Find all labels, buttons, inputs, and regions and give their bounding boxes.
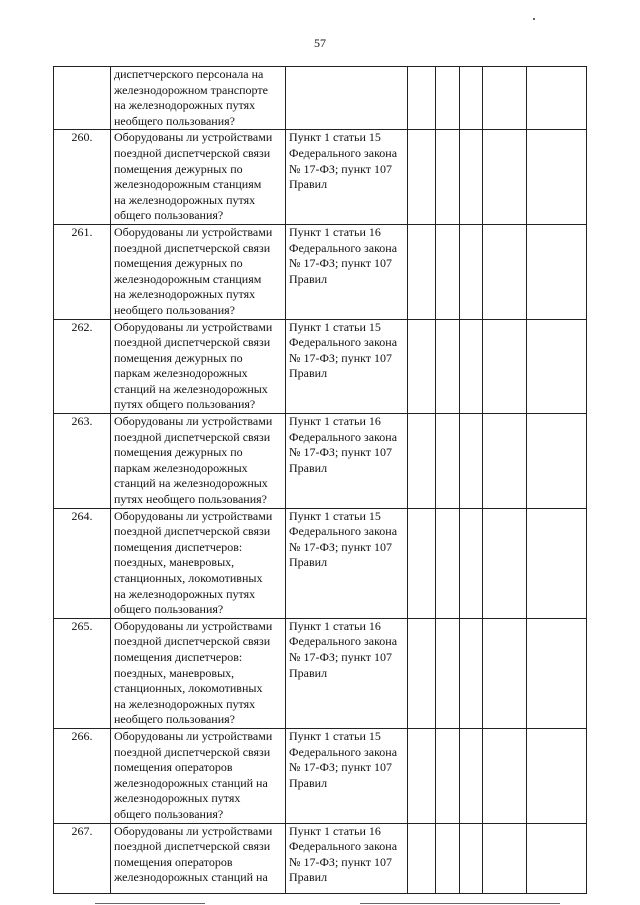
reference-line: № 17-ФЗ; пункт 107: [289, 760, 393, 775]
question-line: помещения дежурных по: [114, 445, 243, 460]
answer-cell: [483, 224, 527, 319]
question-line: поездной диспетчерской связи: [114, 145, 271, 160]
requirement-question: [111, 130, 286, 225]
row-number: 263.: [54, 414, 111, 509]
answer-cell: [483, 67, 527, 130]
row-number: 261.: [54, 224, 111, 319]
row-number: 262.: [54, 319, 111, 414]
reference-line: Пункт 1 статьи 15: [289, 728, 381, 743]
reference-line: № 17-ФЗ; пункт 107: [289, 854, 393, 869]
answer-cell: [460, 618, 483, 728]
question-line: поездной диспетчерской связи: [114, 335, 271, 350]
legal-reference: [286, 728, 408, 823]
requirement-question: [111, 823, 286, 893]
reference-line: Федерального закона: [289, 335, 398, 350]
answer-cell: [527, 414, 587, 509]
question-line: поездных, маневровых,: [114, 665, 235, 680]
reference-line: Пункт 1 статьи 15: [289, 319, 381, 334]
question-line: поездной диспетчерской связи: [114, 634, 271, 649]
reference-line: Федерального закона: [289, 524, 398, 539]
question-line: необщего пользования?: [114, 712, 235, 727]
table-row: [54, 319, 587, 414]
question-line: Оборудованы ли устройствами: [114, 823, 273, 838]
answer-cell: [483, 130, 527, 225]
question-line: поездной диспетчерской связи: [114, 429, 271, 444]
answer-cell: [408, 823, 436, 893]
answer-cell: [436, 130, 460, 225]
page-number: 57: [314, 36, 326, 50]
row-number: [54, 67, 111, 130]
reference-line: Пункт 1 статьи 16: [289, 823, 381, 838]
question-line: помещения операторов: [114, 760, 233, 775]
answer-cell: [436, 319, 460, 414]
table-row: [54, 823, 587, 893]
row-number: 267.: [54, 823, 111, 893]
legal-reference: [286, 823, 408, 893]
question-line: поездной диспетчерской связи: [114, 744, 271, 759]
answer-cell: [408, 130, 436, 225]
answer-cell: [483, 728, 527, 823]
answer-cell: [460, 414, 483, 509]
answer-cell: [527, 618, 587, 728]
requirement-question: [111, 224, 286, 319]
checklist-table: [53, 66, 587, 894]
reference-line: Правил: [289, 870, 328, 885]
reference-line: Федерального закона: [289, 145, 398, 160]
answer-cell: [460, 67, 483, 130]
answer-cell: [436, 414, 460, 509]
reference-line: № 17-ФЗ; пункт 107: [289, 161, 393, 176]
table-row: [54, 508, 587, 618]
reference-line: Правил: [289, 665, 328, 680]
reference-line: № 17-ФЗ; пункт 107: [289, 445, 393, 460]
row-number: 265.: [54, 618, 111, 728]
legal-reference: [286, 618, 408, 728]
table-row: [54, 618, 587, 728]
legal-reference: [286, 67, 408, 130]
question-line: на железнодорожных путях: [114, 192, 256, 207]
row-number: 264.: [54, 508, 111, 618]
reference-line: Пункт 1 статьи 15: [289, 508, 381, 523]
answer-cell: [408, 319, 436, 414]
requirement-question: [111, 67, 286, 130]
answer-cell: [527, 823, 587, 893]
question-line: Оборудованы ли устройствами: [114, 618, 273, 633]
legal-reference: [286, 130, 408, 225]
reference-line: Федерального закона: [289, 429, 398, 444]
reference-line: Пункт 1 статьи 16: [289, 414, 381, 429]
table-row: [54, 224, 587, 319]
answer-cell: [436, 508, 460, 618]
question-line: общего пользования?: [114, 806, 224, 821]
answer-cell: [527, 67, 587, 130]
reference-line: Правил: [289, 460, 328, 475]
requirement-question: [111, 319, 286, 414]
question-line: путях общего пользования?: [114, 397, 256, 412]
question-line: путях необщего пользования?: [114, 492, 267, 507]
question-line: помещения дежурных по: [114, 350, 243, 365]
reference-line: Федерального закона: [289, 744, 398, 759]
reference-line: № 17-ФЗ; пункт 107: [289, 256, 393, 271]
reference-line: № 17-ФЗ; пункт 107: [289, 649, 393, 664]
requirement-question: [111, 508, 286, 618]
legal-reference: [286, 319, 408, 414]
answer-cell: [436, 823, 460, 893]
answer-cell: [527, 319, 587, 414]
question-line: паркам железнодорожных: [114, 460, 248, 475]
reference-line: № 17-ФЗ; пункт 107: [289, 350, 393, 365]
answer-cell: [436, 728, 460, 823]
row-number: 260.: [54, 130, 111, 225]
question-line: Оборудованы ли устройствами: [114, 319, 273, 334]
table-row: [54, 67, 587, 130]
answer-cell: [527, 508, 587, 618]
question-line: паркам железнодорожных: [114, 366, 248, 381]
answer-cell: [460, 224, 483, 319]
question-line: станционных, локомотивных: [114, 681, 263, 696]
reference-line: Правил: [289, 366, 328, 381]
question-line: помещения диспетчеров:: [114, 649, 243, 664]
answer-cell: [483, 319, 527, 414]
answer-cell: [436, 67, 460, 130]
question-line: железнодорожном транспорте: [114, 82, 268, 97]
reference-line: Правил: [289, 177, 328, 192]
question-line: на железнодорожных путях: [114, 287, 256, 302]
legal-reference: [286, 414, 408, 509]
question-line: железнодорожных станций на: [114, 870, 268, 885]
table-row: [54, 414, 587, 509]
answer-cell: [527, 224, 587, 319]
table-row: [54, 130, 587, 225]
requirement-question: [111, 618, 286, 728]
question-line: диспетчерского персонала на: [114, 67, 264, 81]
answer-cell: [408, 414, 436, 509]
question-line: на железнодорожных путях: [114, 98, 256, 113]
reference-line: Пункт 1 статьи 16: [289, 618, 381, 633]
requirement-question: [111, 414, 286, 509]
answer-cell: [436, 224, 460, 319]
scan-edge-line: [95, 903, 205, 904]
question-line: поездной диспетчерской связи: [114, 524, 271, 539]
answer-cell: [408, 728, 436, 823]
answer-cell: [408, 618, 436, 728]
question-line: Оборудованы ли устройствами: [114, 728, 273, 743]
question-line: помещения дежурных по: [114, 256, 243, 271]
answer-cell: [483, 618, 527, 728]
reference-line: Пункт 1 статьи 16: [289, 224, 381, 239]
reference-line: Федерального закона: [289, 839, 398, 854]
question-line: поездной диспетчерской связи: [114, 240, 271, 255]
question-line: Оборудованы ли устройствами: [114, 508, 273, 523]
question-line: поездной диспетчерской связи: [114, 839, 271, 854]
question-line: общего пользования?: [114, 208, 224, 223]
reference-line: Правил: [289, 555, 328, 570]
reference-line: Правил: [289, 271, 328, 286]
legal-reference: [286, 508, 408, 618]
answer-cell: [527, 130, 587, 225]
question-line: станций на железнодорожных: [114, 381, 268, 396]
reference-line: Федерального закона: [289, 240, 398, 255]
answer-cell: [460, 823, 483, 893]
answer-cell: [460, 130, 483, 225]
question-line: поездных, маневровых,: [114, 555, 235, 570]
scan-speck: [533, 18, 535, 20]
question-line: станций на железнодорожных: [114, 476, 268, 491]
question-line: станционных, локомотивных: [114, 571, 263, 585]
answer-cell: [483, 414, 527, 509]
question-line: железнодорожным станциям: [114, 271, 262, 286]
question-line: помещения дежурных по: [114, 161, 243, 176]
question-line: Оборудованы ли устройствами: [114, 414, 273, 429]
answer-cell: [408, 508, 436, 618]
reference-line: № 17-ФЗ; пункт 107: [289, 539, 393, 554]
answer-cell: [460, 319, 483, 414]
answer-cell: [527, 728, 587, 823]
question-line: Оборудованы ли устройствами: [114, 224, 273, 239]
legal-reference: [286, 224, 408, 319]
answer-cell: [460, 728, 483, 823]
answer-cell: [483, 508, 527, 618]
requirement-question: [111, 728, 286, 823]
table-row: [54, 728, 587, 823]
question-line: железнодорожных станций на: [114, 775, 268, 790]
question-line: необщего пользования?: [114, 113, 235, 128]
question-line: железнодорожным станциям: [114, 177, 262, 192]
question-line: помещения диспетчеров:: [114, 539, 243, 554]
checklist-body: [54, 67, 587, 894]
answer-cell: [436, 618, 460, 728]
reference-line: Федерального закона: [289, 634, 398, 649]
answer-cell: [408, 67, 436, 130]
question-line: общего пользования?: [114, 602, 224, 617]
question-line: на железнодорожных путях: [114, 696, 256, 711]
reference-line: Правил: [289, 775, 328, 790]
question-line: железнодорожных путях: [114, 791, 241, 806]
row-number: 266.: [54, 728, 111, 823]
scan-edge-line: [360, 903, 560, 904]
answer-cell: [460, 508, 483, 618]
question-line: необщего пользования?: [114, 302, 235, 317]
question-line: помещения операторов: [114, 854, 233, 869]
question-line: Оборудованы ли устройствами: [114, 130, 273, 145]
answer-cell: [483, 823, 527, 893]
answer-cell: [408, 224, 436, 319]
question-line: на железнодорожных путях: [114, 586, 256, 601]
reference-line: Пункт 1 статьи 15: [289, 130, 381, 145]
